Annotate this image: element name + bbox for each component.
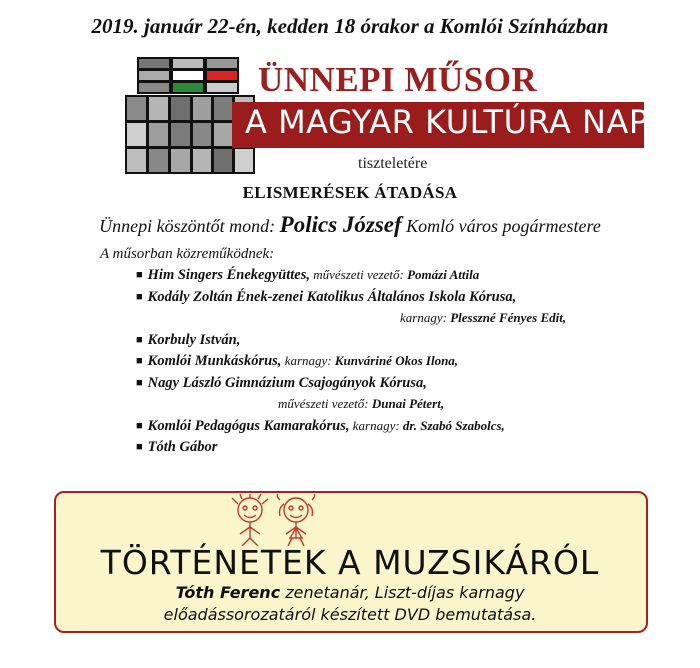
list-item: ■ Komlói Pedagógus Kamarakórus, karnagy: dr. Szabó Szabolcs,: [136, 417, 505, 434]
bullet-square-icon: ■: [136, 419, 143, 432]
box-line-1: Tóth Ferenc zenetanár, Liszt-díjas karnagy: [175, 583, 525, 602]
event-title: ÜNNEPI MŰSOR: [258, 60, 538, 99]
list-item-continuation: művészeti vezető: Dunai Pétert,: [278, 396, 445, 411]
bullet-square-icon: ■: [136, 441, 143, 453]
box-line-2: előadássorozatáról készített DVD bemutatása.: [163, 605, 537, 624]
bullet-square-icon: ■: [136, 290, 143, 303]
list-item: ■ Korbuly István,: [136, 331, 241, 348]
list-item: ■ Nagy László Gimnázium Csajogányok Kórusa,: [136, 374, 427, 391]
mayor-name: Polics József: [279, 212, 402, 237]
greeting-post: Komló város pogármestere: [401, 216, 601, 236]
list-item-continuation: karnagy: Plesszné Fényes Edit,: [400, 310, 567, 325]
bullet-square-icon: ■: [136, 333, 143, 346]
list-item: ■ Kodály Zoltán Ének-zenei Katolikus Általános Iskola Kórusa,: [136, 288, 517, 305]
bullet-square-icon: ■: [136, 355, 143, 367]
date-line: 2019. január 22-én, kedden 18 órakor a Komlói Színházban: [91, 14, 609, 38]
bullet-square-icon: ■: [136, 376, 143, 389]
list-item: ■ Him Singers Énekegyüttes, művészeti vezető: Pomázi Attila: [136, 267, 480, 283]
greeting-line: [0, 212, 700, 238]
performers-intro: A műsorban közreműködnek:: [100, 246, 275, 262]
presenter-name: Tóth Ferenc: [175, 583, 281, 602]
box-title: TÖRTÉNETEK A MUZSIKÁRÓL: [100, 543, 600, 582]
tisztelet-text: tiszteletére: [358, 155, 428, 172]
performers-list: [136, 267, 696, 461]
band-text: A MAGYAR KULTÚRA NAPJA: [245, 103, 681, 141]
two-faces-doodle-icon: [220, 494, 330, 546]
list-item: ■ Komlói Munkáskórus, karnagy: Kunváriné Okos Ilona,: [136, 353, 459, 369]
list-item: ■ Tóth Gábor: [136, 439, 218, 455]
elismeresek-heading: ELISMERÉSEK ÁTADÁSA: [242, 183, 458, 202]
bullet-square-icon: ■: [136, 269, 143, 281]
greeting-pre: Ünnepi köszöntőt mond:: [99, 216, 280, 236]
